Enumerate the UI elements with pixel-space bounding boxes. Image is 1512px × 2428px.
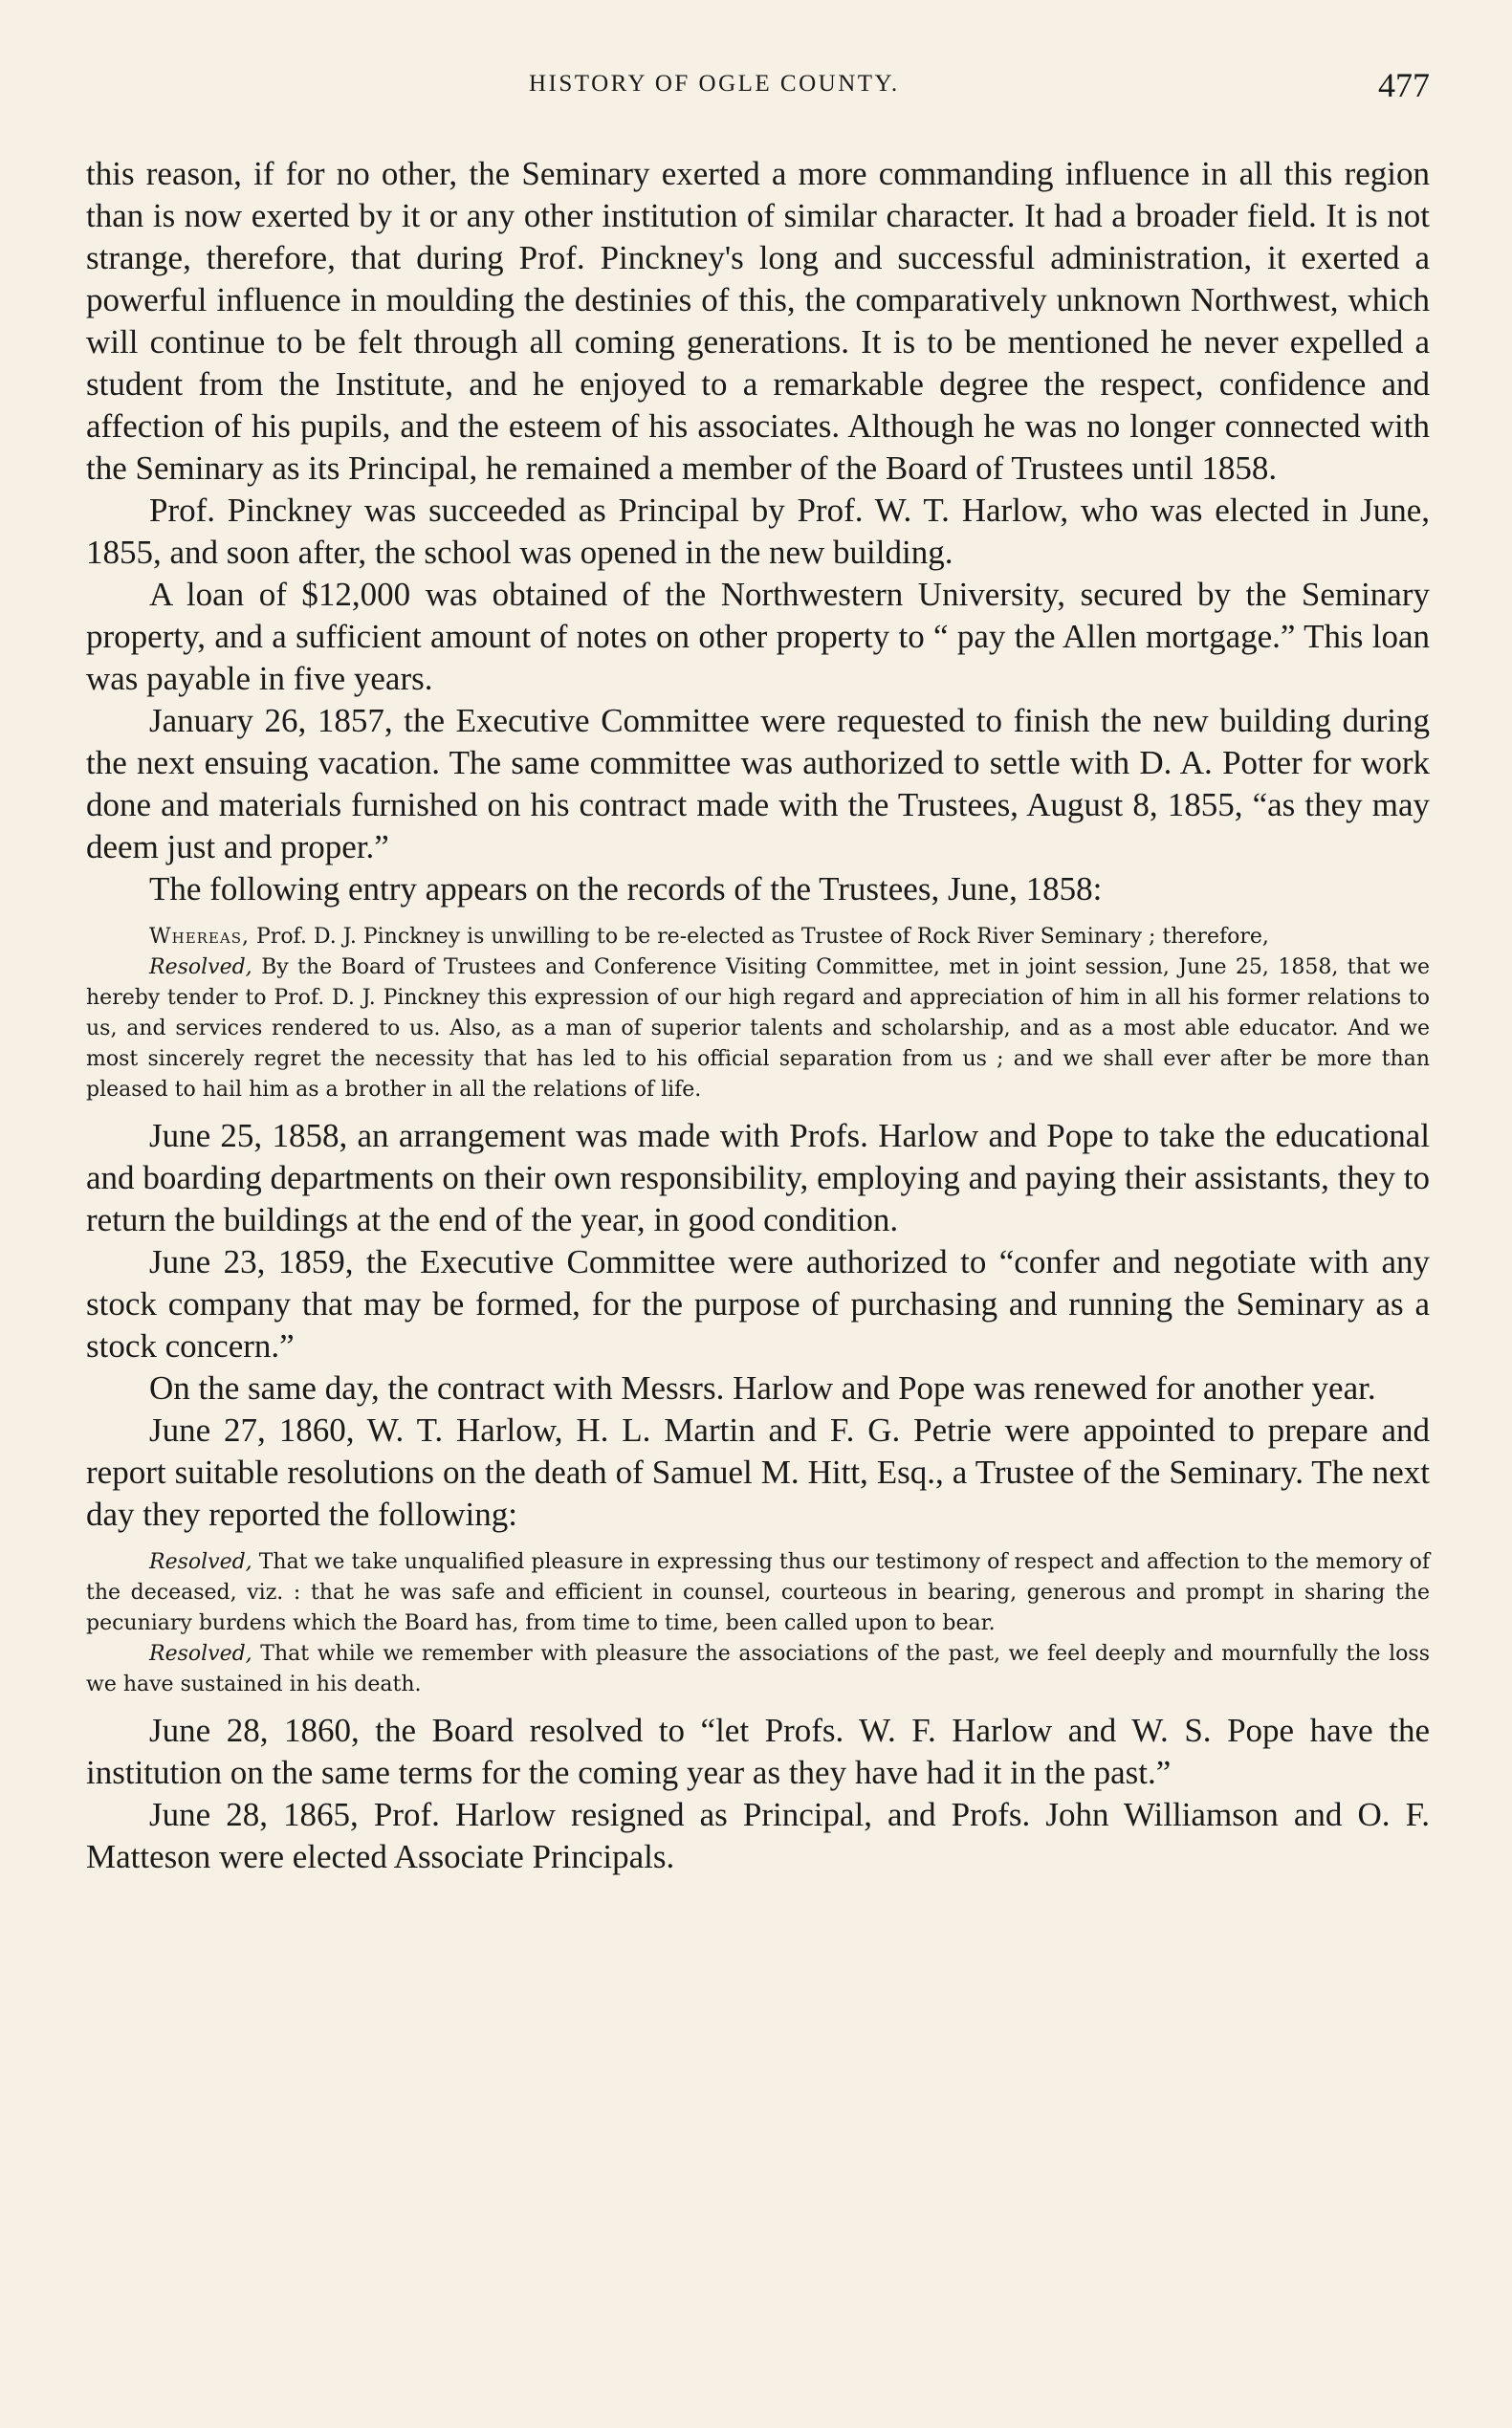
paragraph-7: June 23, 1859, the Executive Committee were authorized to “confer and negotiate with any stock company that may be formed, for the purpose of purchasing and running the Seminary as a stock concern.” xyxy=(86,1243,1430,1365)
whereas-clause xyxy=(86,922,1430,952)
trustees-resolution-quote xyxy=(86,922,1430,1105)
book-page xyxy=(86,0,1430,2428)
paragraph-3: A loan of $12,000 was obtained of the Northwestern University, secured by the Seminary property, and a sufficient amount of notes on other property to “ pay the Allen mortgage.” This loan was payable in five years. xyxy=(86,576,1430,697)
paragraph-2: Prof. Pinckney was succeeded as Principal by Prof. W. T. Harlow, who was elected in June, 1855, and soon after, the school was opened in the new building. xyxy=(86,492,1430,571)
body-text xyxy=(86,153,1430,1878)
page-number: 477 xyxy=(1378,66,1430,104)
page-header xyxy=(86,66,1430,109)
paragraph-5: The following entry appears on the records of the Trustees, June, 1858: xyxy=(149,870,1103,908)
resolved-word-1: Resolved, xyxy=(149,1550,252,1574)
paragraph-4: January 26, 1857, the Executive Committee were requested to finish the new building during the next ensuing vacation. The same committee was authorized to settle with D. A. Potter for work done and materials furnished on his contract made with the Trustees, August 8, 1855, “as they may deem just and proper.” xyxy=(86,702,1430,865)
paragraph-10: June 28, 1860, the Board resolved to “let Profs. W. F. Harlow and W. S. Pope have the institution on the same terms for the coming year as they have had it in the past.” xyxy=(86,1712,1430,1791)
whereas-text: Prof. D. J. Pinckney is unwilling to be re-elected as Trustee of Rock River Seminary ; therefore, xyxy=(250,925,1269,949)
resolved-word: Resolved, xyxy=(149,955,252,979)
hitt-resolution-quote xyxy=(86,1547,1430,1700)
resolved-text: By the Board of Trustees and Conference Visiting Committee, met in joint session, June 25, 1858, that we hereby tender to Prof. D. J. Pinckney this expression of our high regard and appreciation of him in all his former relations to us, and services rendered to us. Also, as a man of superior talents and scholarship, and as a most able educator. And we most sincerely regret the necessity that has led to his official separation from us ; and we shall ever after be more than pleased to hail him as a brother in all the relations of life. xyxy=(86,955,1430,1102)
whereas-word: Whereas, xyxy=(149,925,250,949)
resolved-word-2: Resolved, xyxy=(149,1642,252,1666)
resolved-text-2: That while we remember with pleasure the associations of the past, we feel deeply and mournfully the loss we have sustained in his death. xyxy=(86,1642,1430,1696)
paragraph-9: June 27, 1860, W. T. Harlow, H. L. Martin and F. G. Petrie were appointed to prepare and report suitable resolutions on the death of Samuel M. Hitt, Esq., a Trustee of the Seminary. The next day they reported the following: xyxy=(86,1411,1430,1533)
resolved-clause-2 xyxy=(86,1639,1430,1700)
paragraph-8: On the same day, the contract with Messrs. Harlow and Pope was renewed for another year. xyxy=(149,1369,1376,1407)
paragraph-11: June 28, 1865, Prof. Harlow resigned as Principal, and Profs. John Williamson and O. F. Matteson were elected Associate Principals. xyxy=(86,1796,1430,1875)
paragraph-6: June 25, 1858, an arrangement was made with Profs. Harlow and Pope to take the educational and boarding departments on their own responsibility, employing and paying their assistants, they to return the buildings at the end of the year, in good condition. xyxy=(86,1117,1430,1238)
resolved-text-1: That we take unqualified pleasure in expressing thus our testimony of respect and affection to the memory of the deceased, viz. : that he was safe and efficient in counsel, courteous in bearing, generous and prompt in sharing the pecuniary burdens which the Board has, from time to time, been called upon to bear. xyxy=(86,1550,1430,1635)
resolved-clause xyxy=(86,952,1430,1105)
running-head: HISTORY OF OGLE COUNTY. xyxy=(529,71,900,97)
paragraph-1: this reason, if for no other, the Seminary exerted a more commanding influence in all this region than is now exerted by it or any other institution of similar character. It had a broader field. It is not strange, therefore, that during Prof. Pinckney's long and successful administration, it exerted a powerful influence in moulding the destinies of this, the comparatively unknown Northwest, which will continue to be felt through all coming generations. It is to be mentioned he never expelled a student from the Institute, and he enjoyed to a remarkable degree the respect, confidence and affection of his pupils, and the esteem of his associates. Although he was no longer connected with the Seminary as its Principal, he remained a member of the Board of Trustees until 1858. xyxy=(86,155,1430,487)
resolved-clause-1 xyxy=(86,1547,1430,1639)
